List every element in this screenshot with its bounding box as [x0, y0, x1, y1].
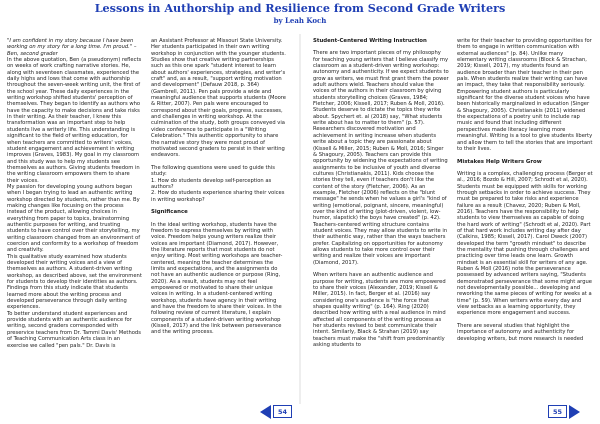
- paragraph: This qualitative study examined how students developed their writing voices and a view of themselves as authors. A student-driven writing workshop, as described above, set the environment for students to develop their identities as authors. Findings from this study indicate that students learned more about the writing process and developed perseverance through daily writing experiences.: [7, 253, 142, 311]
- article-title: Lessons in Authorship and Resilience from Second Grade Writers: [94, 1, 506, 15]
- article-byline: by Leah Koch: [273, 16, 327, 25]
- article-header: [0, 0, 600, 30]
- research-question: 1. How do students develop self-perception as authors?: [151, 177, 272, 190]
- section-heading-significance: Significance: [151, 209, 188, 216]
- paragraph: There are several studies that highlight the importance of autonomy and authenticity for developing writers, but more research is needed: [457, 323, 584, 342]
- paragraph: In the above quotation, Ben (a pseudonym) reflects on weeks of work crafting narrative stories. He, along with seventeen classmates, experienced the daily highs and lows that come with authorship throughout the seven-week writing unit, the first of the school year. These daily experiences in the writing workshop shifted students' perception of themselves. They began to identify as authors who have the capacity to make decisions and take risks in their writing. As their teacher, I knew this transformation was an important step to help students live a writerly life. This understanding is significant to the field of writing education, for when teachers are committed to writers' voices, student engagement and achievement in writing improves (Graves, 1983). My goal in my classroom and this study was to help my students see themselves as authors. Giving students freedom in the writing classroom empowers them to share their voices.: [7, 57, 142, 184]
- paragraph: When writers have an authentic audience and purpose for writing, students are more empowered to share their voices (Alexander, 2019; Kissell & Miller, 2015). In fact, Berger et al. (2016) say considering one's audience is "the force that shapes quality writing" (p. 164). Ring (2020) described how writing with a real audience in mind affected all components of the writing process as her students revised to best communicate their intent. Similarly, Black & Strahan (2019) say teachers must make the "shift from predominantly asking students to: [313, 272, 446, 349]
- paragraph: The following questions were used to guide this study:: [151, 164, 275, 178]
- paragraph: To better understand student experiences and provide students with an authentic audience for writing, second graders corresponded with preservice teachers from Dr. Tammi Davis' Methods of Teaching Communication Arts class in an exercise we called "pen pals." Dr. Davis is: [7, 310, 141, 349]
- research-question: 2. How do students experience sharing their voices in writing workshop?: [151, 190, 285, 203]
- paragraph: There are two important pieces of my philosophy for teaching young writers that I believe classify my classroom as a student-driven writing workshop: autonomy and authenticity. If we expect students to grow as writers, we must first grant them the power adult authors wield. Teachers should value the voices of the authors in their classroom by giving students storytelling choices (Graves, 1984; Fletcher, 2006; Kissell, 2017; Ruben & Moll, 2016). Students deserve to dictate the topics they write about. Spychert et. al (2018) say, "What students write about has to matter to them" (p. 57). Researchers discovered motivation and achievement in writing increase when students write about a topic they are passionate about (Kissell & Miller, 2015; Ruben & Moll, 2016; Singer & Shagoury, 2005). Teachers can provide this opportunity by widening the expectations of writing assignments to be inclusive of youth and diverse cultures (Christianakis, 2011). Kids choose the stories they tell, even if teachers don't like the content of the story (Fletcher, 2006). As an example, Fletcher (2006) reflects on the "blunt message" he sends when he values a girl's "kind of writing (emotional, poignant, sincere, meaningful) over the kind of writing (plot-driven, violent, low-humor, slapstick) the boys have created" (p. 42). Teachers-centered writing structure contains student voices. They may allow students to write in their authentic way, rather than the ways teachers prefer. Capitalizing on opportunities for autonomy allows students to take more control over their writing and realize their voices are important (Diamond, 2017).: [313, 50, 449, 266]
- column-2: [151, 38, 287, 401]
- page-number-left: 54: [273, 405, 292, 418]
- paragraph: an Assistant Professor at Missouri State University. Her students participated in their own writing workshop in conjunction with the younger students. Studies show that creative writing partnerships such as this one spark "student interest to learn about authors' experiences, strategies, and writer's craft" and, as a result, "support writing motivation and development" (Defauw 2018, p. 364) (Gambrell, 2011). Pen pals provide a wide and meaningful audience that supports students (Moore & Ritter, 2007). Pen pals were encouraged to correspond about their goals, progress, successes, and challenges in writing workshop. At the culmination of the study, both groups conveyed via video conference to participate in a "Writing Celebration." This authentic opportunity to share the narrative story they were most proud of motivated second graders to persist in their writing endeavors.: [151, 38, 287, 159]
- paragraph: My passion for developing young authors began when I began trying to lead an authentic writing workshop directed by students, rather than me. By making changes like focusing on the process instead of the product, allowing choices in everything from paper to topics, brainstorming authentic purposes for writing, and trusting students to have control over their storytelling, my writing classroom changed from an environment of coercion and conformity to a workshop of freedom and creativity.: [7, 183, 141, 254]
- paragraph: In the ideal writing workshop, students have the freedom to express themselves by writing with voice. Freedom helps young writers realize their voices are important (Diamond, 2017). However, the literature reports that most students do not enjoy writing. Most writing workshops are teacher-centered, meaning the teacher determines the limits and expectations, and the assignments do not have an authentic audience or purpose (Ring, 2020). As a result, students may not feel empowered or motivated to share their unique voices in writing. In a student-centered writing workshop, students have agency in their writing and have the freedom to share their voices. In the following review of current literature, I explain components of a student-driven writing workshop (Kissell, 2017) and the link between perseverance and the writing process.: [151, 221, 283, 336]
- column-3: [313, 38, 449, 413]
- section-heading-instruction: Student-Centered Writing Instruction: [313, 38, 427, 44]
- page-gutter: [299, 34, 301, 404]
- next-page-arrow-icon[interactable]: [569, 405, 580, 419]
- opening-quote: "I am confident in my story because I have been working on my story for a long time. I'm proud." – Ben, second grader: [7, 38, 137, 57]
- section-heading-mistakes: Mistakes Help Writers Grow: [457, 158, 542, 165]
- paragraph: write for their teacher to providing opportunities for them to engage in written communication with external audiences" (p. 84). Unlike many elementary writing classrooms (Block & Strachan, 2019; Kissell, 2017), my students found an audience broader than their teacher in their pen pals. When students realize their writing can have an impact, they take that responsibility seriously. Empowering student authors is particularly significant for the diverse student voices who have been historically marginalized in education (Singer & Shagoury, 2005). Christianakis (2011) widened the expectations of a poetry unit to include rap music and found that including different perspectives made literacy learning more meaningful. Writing is a tool to give students liberty and allow them to tell the stories that are important to their lives.: [457, 38, 593, 152]
- column-4: [457, 38, 593, 413]
- paragraph: Writing is a complex, challenging process (Berger et al., 2016; Bozdo & Hill, 2007; Schrodt et al, 2020). Students must be equipped with skills for working through setbacks in order to achieve success. They must be prepared to take risks and experience failure as a result (Chavez, 2020; Ruben & Moll, 2016). Teachers have the responsibility to help students to view themselves as capable of doing the hard work of writing" (Schrodt et al, 2020). Part of that hard work includes writing day after day (Calkins, 1985; Kissell, 2017). Carol Dweck (2007) developed the term "growth mindset" to describe the mentality that pushing through challenges and practicing over time leads one learn. Growth mindset is an essential skill for writers of any age. Ruben & Moll (2016) note the perseverance possessed by advanced writers saying, "Students demonstrated perseverance that some might argue not developmentally possible... developing and reworking the same pieces of writing for weeks at a time" (p. 59). When writers write every day and view setbacks as a learning opportunity, they experience more engagement and success.: [457, 170, 593, 317]
- column-1: [7, 38, 143, 395]
- prev-page-arrow-icon[interactable]: [260, 405, 271, 419]
- page-number-right: 55: [548, 405, 567, 418]
